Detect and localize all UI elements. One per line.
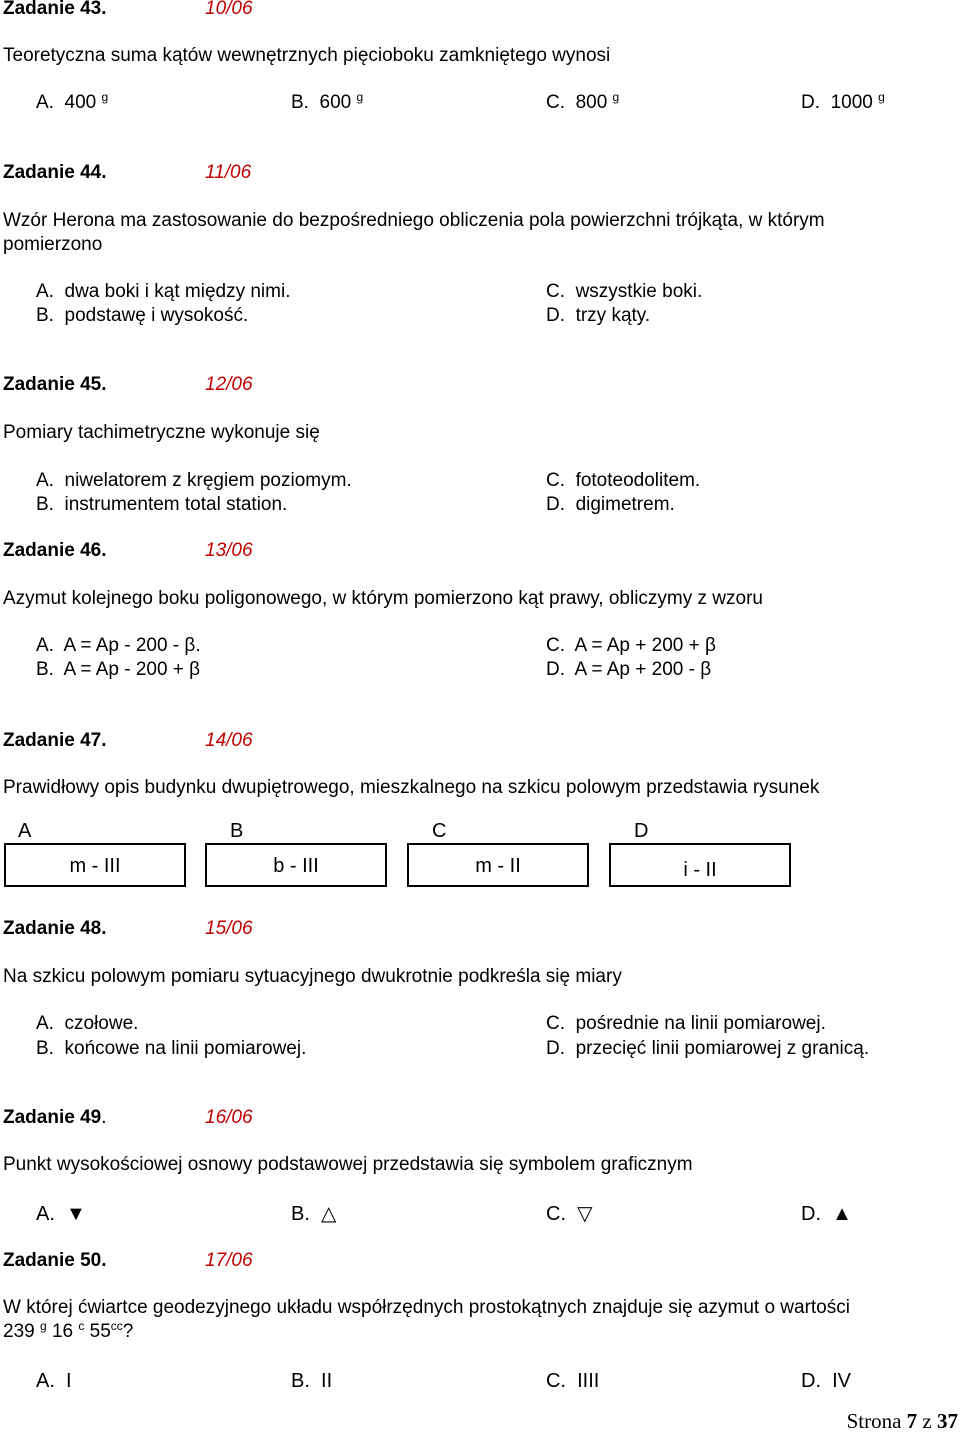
q50-option-c[interactable]: C. IIII xyxy=(546,1370,600,1392)
q47-option-b-box[interactable] xyxy=(205,843,387,887)
question-48-code: 15/06 xyxy=(205,918,253,939)
page-footer: Strona 7 z 37 xyxy=(846,1409,958,1433)
question-44-code: 11/06 xyxy=(205,162,252,183)
question-49-code: 16/06 xyxy=(205,1107,253,1128)
q49-option-d[interactable]: D. ▲ xyxy=(801,1203,852,1225)
q44-option-a[interactable]: A. dwa boki i kąt między nimi. xyxy=(36,281,291,302)
q49-option-a[interactable]: A. ▼ xyxy=(36,1203,86,1225)
q50-option-a[interactable]: A. I xyxy=(36,1370,72,1392)
q45-option-b[interactable]: B. instrumentem total station. xyxy=(36,494,288,515)
question-43-heading: Zadanie 43. xyxy=(3,0,107,19)
q47-option-c-letter: C xyxy=(432,820,447,842)
question-50-heading: Zadanie 50. xyxy=(3,1250,107,1271)
question-45-heading: Zadanie 45. xyxy=(3,374,107,395)
triangle-up-filled-icon: ▲ xyxy=(832,1203,852,1225)
question-50-azimuth: 239 $^g$ 16 $^c$ $55^{cc}$? xyxy=(3,1319,134,1342)
question-47-text: Prawidłowy opis budynku dwupiętrowego, mieszkalnego na szkicu polowym przedstawia rysunek xyxy=(3,777,820,798)
q47-option-d-box[interactable] xyxy=(609,843,791,887)
q43-option-d[interactable]: D. 1000 $^g$ xyxy=(801,90,885,113)
question-45-code: 12/06 xyxy=(205,374,253,395)
question-48-text: Na szkicu polowym pomiaru sytuacyjnego dwukrotnie podkreśla się miary xyxy=(3,966,622,987)
question-49-heading: Zadanie 49. xyxy=(3,1107,107,1128)
q47-option-d-letter: D xyxy=(634,820,649,842)
q48-option-b[interactable]: B. końcowe na linii pomiarowej. xyxy=(36,1038,307,1059)
q47-option-b-letter: B xyxy=(230,820,244,842)
question-43-text: Teoretyczna suma kątów wewnętrznych pięcioboku zamkniętego wynosi xyxy=(3,45,611,66)
triangle-down-filled-icon: ▼ xyxy=(66,1203,86,1225)
question-44-text-line1: Wzór Herona ma zastosowanie do bezpośredniego obliczenia pola powierzchni trójkąta, w którym xyxy=(3,210,825,231)
question-45-text: Pomiary tachimetryczne wykonuje się xyxy=(3,422,320,443)
q43-option-c[interactable]: C. 800 $^g$ xyxy=(546,90,620,113)
q46-option-d[interactable]: D. A = Ap + 200 - β xyxy=(546,659,712,680)
question-43-code: 10/06 xyxy=(205,0,253,19)
q45-option-c[interactable]: C. fototeodolitem. xyxy=(546,470,701,491)
question-44-heading: Zadanie 44. xyxy=(3,162,107,183)
q47-option-c-label: m - II xyxy=(475,855,521,877)
q47-option-d-label: i - II xyxy=(683,859,717,881)
question-44-text-line2: pomierzono xyxy=(3,234,103,255)
q49-option-c[interactable]: C. ▽ xyxy=(546,1203,593,1225)
question-46-code: 13/06 xyxy=(205,540,253,561)
triangle-down-outline-icon: ▽ xyxy=(577,1203,593,1225)
question-46-heading: Zadanie 46. xyxy=(3,540,107,561)
q46-option-c[interactable]: C. A = Ap + 200 + β xyxy=(546,635,716,656)
q50-option-b[interactable]: B. II xyxy=(291,1370,333,1392)
q47-option-a-box[interactable] xyxy=(4,843,186,887)
q44-option-d[interactable]: D. trzy kąty. xyxy=(546,305,651,326)
q46-option-a[interactable]: A. A = Ap - 200 - β. xyxy=(36,635,201,656)
q43-option-a[interactable]: A. 400 $^g$ xyxy=(36,90,109,113)
q48-option-d[interactable]: D. przecięć linii pomiarowej z granicą. xyxy=(546,1038,870,1059)
q44-option-c[interactable]: C. wszystkie boki. xyxy=(546,281,703,302)
q47-option-a-label: m - III xyxy=(69,855,121,877)
question-48-heading: Zadanie 48. xyxy=(3,918,107,939)
q43-option-b[interactable]: B. 600 $^g$ xyxy=(291,90,364,113)
q47-option-a-letter: A xyxy=(18,820,32,842)
q45-option-d[interactable]: D. digimetrem. xyxy=(546,494,675,515)
q46-option-b[interactable]: B. A = Ap - 200 + β xyxy=(36,659,201,680)
q44-option-b[interactable]: B. podstawę i wysokość. xyxy=(36,305,249,326)
question-50-code: 17/06 xyxy=(205,1250,253,1271)
q48-option-c[interactable]: C. pośrednie na linii pomiarowej. xyxy=(546,1013,826,1034)
question-46-text: Azymut kolejnego boku poligonowego, w którym pomierzono kąt prawy, obliczymy z wzoru xyxy=(3,588,763,609)
triangle-up-outline-icon: △ xyxy=(321,1203,337,1225)
q45-option-a[interactable]: A. niwelatorem z kręgiem poziomym. xyxy=(36,470,352,491)
question-47-code: 14/06 xyxy=(205,730,253,751)
q48-option-a[interactable]: A. czołowe. xyxy=(36,1013,139,1034)
question-47-heading: Zadanie 47. xyxy=(3,730,107,751)
q50-option-d[interactable]: D. IV xyxy=(801,1370,852,1392)
question-49-text: Punkt wysokościowej osnowy podstawowej przedstawia się symbolem graficznym xyxy=(3,1154,693,1175)
q47-option-c-box[interactable] xyxy=(407,843,589,887)
question-50-text-line1: W której ćwiartce geodezyjnego układu współrzędnych prostokątnych znajduje się azymut o wartości xyxy=(3,1297,850,1318)
q47-option-b-label: b - III xyxy=(273,855,319,877)
q49-option-b[interactable]: B. △ xyxy=(291,1203,337,1225)
